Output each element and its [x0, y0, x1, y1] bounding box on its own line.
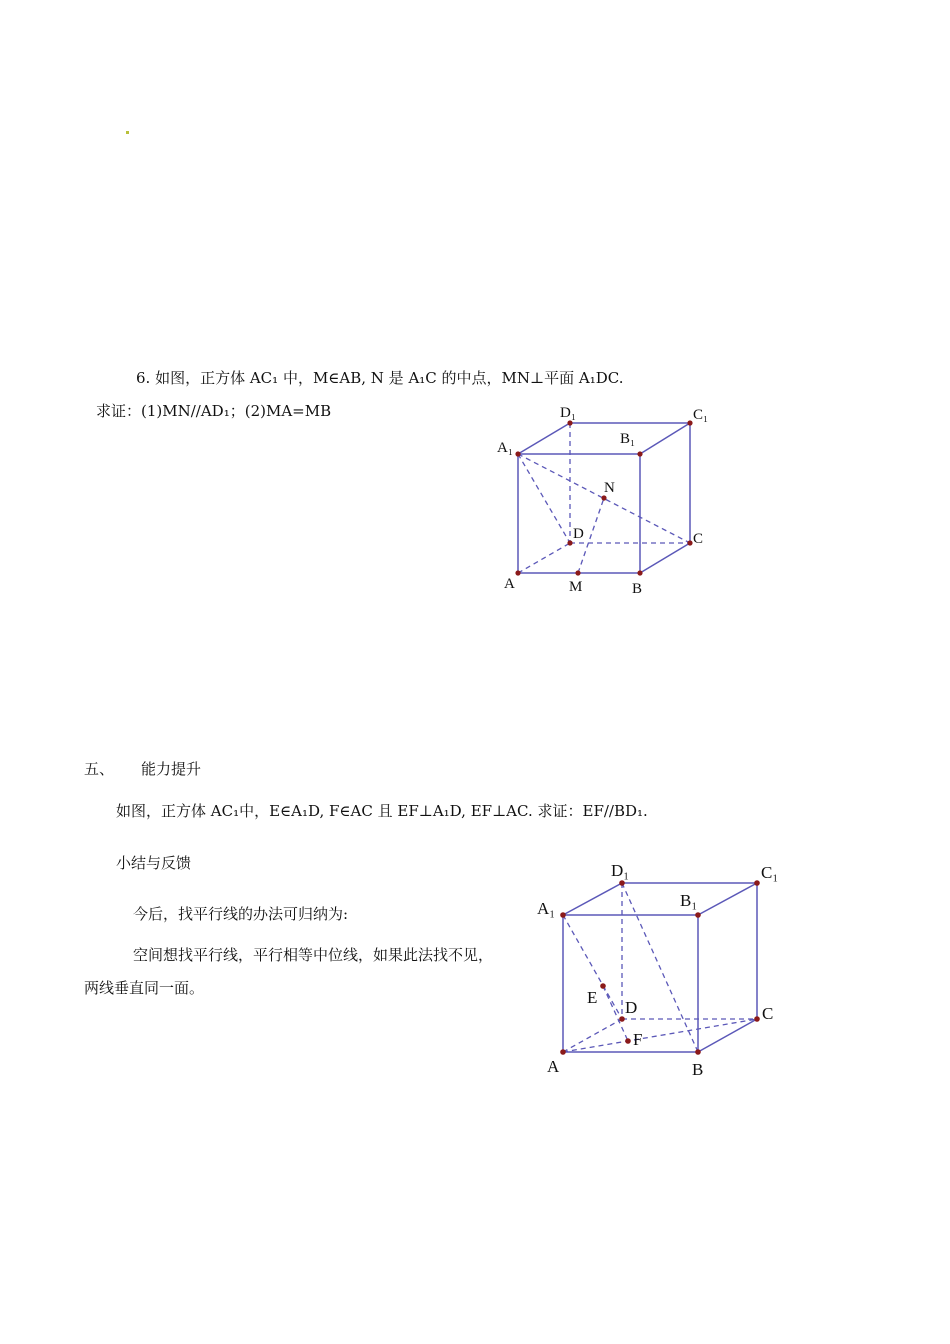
label-D1: D₁	[560, 405, 577, 421]
label-F: F	[633, 1030, 643, 1049]
point-A	[560, 1049, 566, 1055]
label-A1: A₁	[537, 899, 556, 918]
section5-heading: 能力提升	[141, 760, 202, 778]
point-C1	[754, 880, 760, 886]
cube-figure-1	[490, 398, 750, 608]
label-A1: A₁	[497, 440, 514, 456]
point-B	[695, 1049, 701, 1055]
point-E	[600, 983, 606, 989]
summary-line1: 今后，找平行线的办法可归纳为:	[133, 905, 349, 923]
stray-mark	[126, 131, 129, 134]
point-D1	[567, 420, 572, 425]
label-D: D	[573, 526, 584, 542]
label-N: N	[604, 480, 615, 496]
point-B1	[695, 912, 701, 918]
summary-line2: 空间想找平行线，平行相等中位线，如果此法找不见，	[133, 946, 494, 964]
summary-line3: 两线垂直同一面。	[84, 979, 205, 997]
point-D	[567, 540, 572, 545]
point-C	[687, 540, 692, 545]
point-A	[515, 570, 520, 575]
point-A1	[560, 912, 566, 918]
summary-title: 小结与反馈	[116, 854, 192, 872]
label-A: A	[547, 1057, 560, 1076]
point-B1	[637, 451, 642, 456]
problem6-statement: 6. 如图，正方体 AC₁ 中，M∈AB, N 是 A₁C 的中点，MN⊥平面 A₁DC.	[136, 369, 624, 387]
point-F	[625, 1038, 631, 1044]
section5-problem: 如图，正方体 AC₁中，E∈A₁D, F∈AC 且 EF⊥A₁D, EF⊥AC. 求证：EF//BD₁.	[116, 802, 648, 820]
point-C	[754, 1016, 760, 1022]
problem6-prove: 求证：(1)MN//AD₁；(2)MA=MB	[96, 402, 332, 420]
label-B1: B₁	[620, 431, 636, 447]
point-A1	[515, 451, 520, 456]
label-A: A	[504, 576, 515, 592]
label-C1: C₁	[693, 407, 709, 423]
label-C1: C₁	[761, 863, 779, 882]
label-E: E	[587, 988, 598, 1007]
label-C: C	[693, 531, 704, 547]
point-D	[619, 1016, 625, 1022]
label-B1: B₁	[680, 891, 698, 910]
section5-number: 五、	[84, 760, 115, 778]
point-D1	[619, 880, 625, 886]
point-N	[601, 495, 606, 500]
label-D: D	[625, 998, 638, 1017]
label-B: B	[692, 1060, 704, 1079]
label-D1: D₁	[611, 861, 630, 880]
cube-figure-2	[530, 855, 800, 1085]
point-M	[575, 570, 580, 575]
point-B	[637, 570, 642, 575]
label-C: C	[762, 1004, 774, 1023]
point-C1	[687, 420, 692, 425]
label-M: M	[569, 579, 583, 595]
label-B: B	[632, 581, 643, 597]
